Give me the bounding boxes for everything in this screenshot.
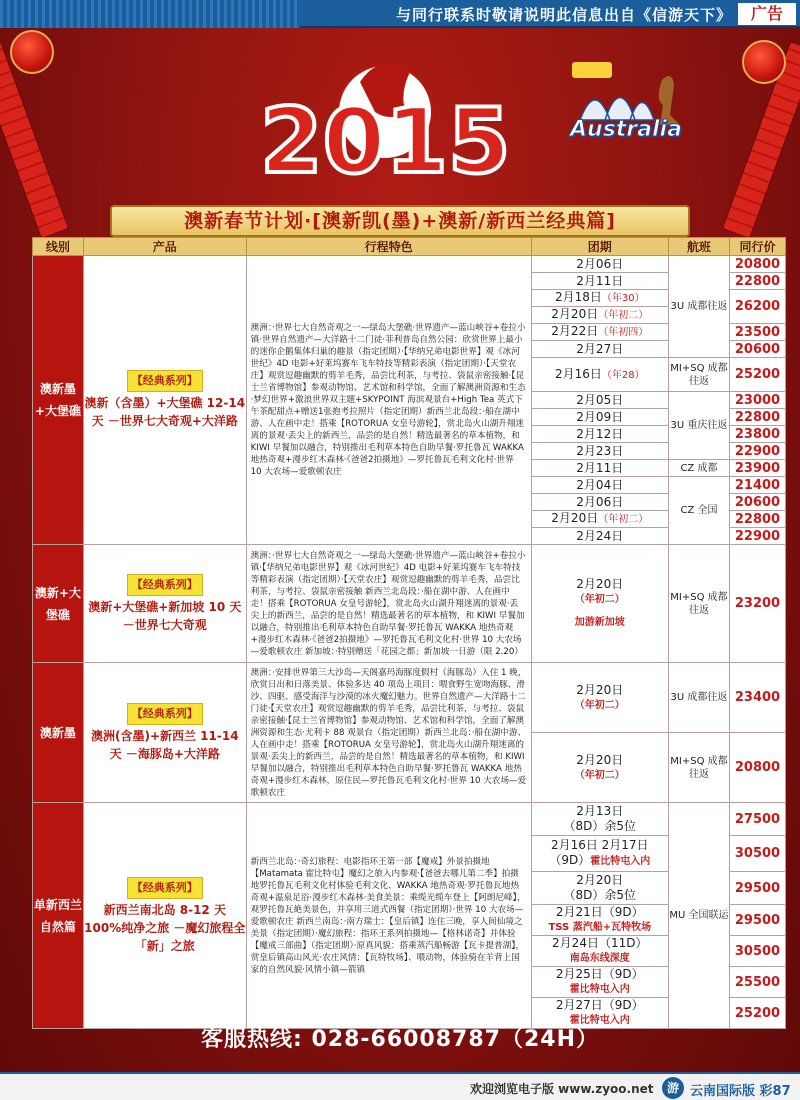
price-cell: 20800 [729,256,785,273]
product-name: 澳新（含墨）+大堡礁 12-14 天 －世界七大奇观+大洋路 [84,396,246,428]
price-cell: 23400 [729,663,785,733]
product-cell [83,545,246,663]
price-cell: 30500 [729,936,785,967]
footer-page-label: 云南国际版 彩87 [690,1084,791,1099]
table-row [33,663,786,733]
line-label: 澳新墨+大堡礁 [33,256,84,545]
flight-cell: MI+SQ 成都往返 [668,358,729,392]
date-cell: 2月27日 [531,341,668,358]
col-header-product: 产品 [83,238,246,256]
flight-cell: 3U 重庆往返 [668,392,729,460]
top-header-bar [0,0,800,28]
date-cell: 2月20日 （8D）余5位 [531,872,668,905]
features-cell: 澳洲：·世界七大自然奇观之一—绿岛大堡礁·世界遗产—蓝山峡谷+卷拉小镇·【华纳兄弟电影世界】观《冰河世纪》4D 电影+好莱坞赛车飞车特技等精彩表演（指定团期）·【天堂农庄】观赏逗趣幽默的剪羊毛秀，品尝比利茶，与考拉、袋鼠亲密接触 新西兰北岛段：·船在湖中游、人在画中走！搭乘【ROTORUA 女皇号游轮】，赏北岛火山湖升翔迷离的景观·丢尖上的新西兰，品尝的是自然！精选最著名的草本植物，和 KIWI 早餐加以融合，特别推出毛利草本特色自助早餐·罗托鲁瓦 WAKKA 地热奇观+漫步红木森林·《爸爸2拍摄地》—罗托鲁瓦毛利文化村·世界 10 大农场—爱歌顿农庄 新加坡：·特别赠送「花园之都」新加坡一日游（限 2.20） [246,545,531,663]
series-badge: 【经典系列】 [127,574,203,596]
col-header-price: 同行价 [729,238,785,256]
flight-cell: MU 全国联运 [668,803,729,1029]
year-text: 2015 [260,89,511,192]
header-notice: 与同行联系时敬请说明此信息出自《信游天下》 [395,6,732,24]
ad-label: 广告 [738,3,796,25]
price-cell: 21400 [729,477,785,494]
lantern-right-icon [742,40,786,84]
date-cell: 2月11日 [531,460,668,477]
date-cell: 2月13日 （8D）余5位 [531,803,668,836]
date-cell: 2月16日 2月17日 （9D）霍比特屯入内 [531,836,668,872]
table-row [33,803,786,836]
line-label: 澳新墨 [33,663,84,803]
product-name: 新西兰南北岛 8-12 天 100%纯净之旅 －魔幻旅程全「新」之旅 [84,902,246,953]
product-name: 澳新+大堡礁+新加坡 10 天 －世界七大奇观 [88,599,242,632]
col-header-flight: 航班 [668,238,729,256]
product-cell [83,663,246,803]
flight-cell: MI+SQ 成都往返 [668,545,729,663]
product-name: 澳洲(含墨)+新西兰 11-14 天 －海豚岛+大洋路 [90,728,239,761]
price-cell: 29500 [729,872,785,905]
table-row [33,256,786,273]
flight-cell: CZ 全国 [668,477,729,545]
flight-cell: 3U 成都往返 [668,256,729,358]
flight-cell: MI+SQ 成都往返 [668,733,729,803]
series-badge: 【经典系列】 [127,877,203,899]
series-badge: 【经典系列】 [127,370,203,392]
features-cell: 澳洲：·世界七大自然奇观之一—绿岛大堡礁·世界遗产—蓝山峡谷+卷拉小镇·世界自然遗产—大洋路十二门徒·菲利普岛自然公园：欣赏世界上最小的迷你企鹅集体归巢的趣景（指定团期）·【华纳兄弟电影世界】观《冰河世纪》4D 电影+好莱坞赛车飞车特技等精彩表演（指定团期）·【天堂农庄】观赏逗趣幽默的剪羊毛秀，品尝比利茶，与考拉、袋鼠亲密接触·【昆士兰省博物馆】参观动物馆、艺术馆和科学馆，全面了解澳洲资源和生态·梦幻世界+激浪世界双主题+SKYPOINT 海滨观景台+High Tea 英式下午茶配甜点+赠送1张抱考拉照片（指定团期）新西兰北岛段：·船在湖中游、人在画中走！搭乘【ROTORUA 女皇号游轮】，赏北岛火山湖升翔迷离的景观·丢尖上的新西兰，品尝的是自然！精选最著名的草本植物，和 KIWI 早餐加以融合，特别推出毛利草本特色自助早餐·罗托鲁瓦 WAKKA 地热奇观+漫步红木森林·《爸爸2拍摄地》—罗托鲁瓦毛利文化村·世界 10 大农场—爱歌顿农庄 [246,256,531,545]
price-cell: 23800 [729,426,785,443]
product-cell [83,803,246,1029]
flight-cell: 3U 成都往返 [668,663,729,733]
price-cell: 27500 [729,803,785,836]
date-cell: 2月21日（9D） TSS 蒸汽船+瓦特牧场 [531,905,668,936]
date-cell: 2月23日 [531,443,668,460]
price-cell: 30500 [729,836,785,872]
price-cell: 25200 [729,998,785,1029]
flight-cell: CZ 成都 [668,460,729,477]
series-badge: 【经典系列】 [127,703,203,725]
header-stripes [0,0,300,28]
customer-hotline: 客服热线: 028-66008787（24H） [201,1027,599,1052]
price-cell: 26200 [729,290,785,324]
price-cell: 22900 [729,443,785,460]
table-header-row [33,238,786,256]
price-cell: 22800 [729,409,785,426]
date-cell: 2月09日 [531,409,668,426]
features-cell: 新西兰北岛：·奇幻旅程：电影指环王第一部【魔戒】外景拍摄地【Matamata 霍比特屯】魔幻之旅入内参观·【爸爸去哪儿第二季】拍摄地罗托鲁瓦毛利文化村体验毛利文化、WAKKA 地热奇观·罗托鲁瓦地热奇观+温泉足浴·漫步红木森林·美食美景：乘缆光缆车登上【阿朗尼峰】，观罗托鲁瓦絶美景色，并享用三道式西餐（指定团期）·世界 10 大农场—爱歌顿农庄 新西兰南岛：·南方瑞士：【皇后镇】连住三晚，享人间仙境之美景（指定团期）·魔幻旅程：指环王系列拍摄地—【格林诺奇】并体验【魔戒三部曲】（指定团期）·原真风貌：搭乘蒸汽船畅游【瓦卡提普湖】，赏皇后镇高山风光·农庄风情：【瓦特牧场】、喂动物，体验骑在羊背上国家的自然风貌·风情小镇—箭镇 [246,803,531,1029]
price-cell: 23200 [729,545,785,663]
date-cell: 2月20日（年初二） [531,511,668,528]
year-2015-logo [250,52,530,192]
date-cell: 2月20日 （年初二） 加游新加坡 [531,545,668,663]
footer-website[interactable]: 欢迎浏览电子版 www.zyoo.net [470,1082,654,1096]
date-cell: 2月05日 [531,392,668,409]
price-cell: 25500 [729,967,785,998]
date-cell: 2月18日（年30） [531,290,668,307]
line-label: 澳新+大堡礁 [33,545,84,663]
col-header-features: 行程特色 [246,238,531,256]
price-cell: 23000 [729,392,785,409]
date-cell: 2月24日（11D） 南岛东线深度 [531,936,668,967]
date-cell: 2月06日 [531,256,668,273]
price-cell: 22800 [729,273,785,290]
price-cell: 23500 [729,324,785,341]
date-cell: 2月06日 [531,494,668,511]
bottom-footer-bar [0,1072,800,1100]
date-cell: 2月25日（9D） 霍比特屯入内 [531,967,668,998]
lantern-left-icon [10,30,54,74]
date-cell: 2月22日（年初四） [531,324,668,341]
features-cell: 澳洲：·安排世界第三大沙岛—天阁嘉玛海豚度假村（海豚岛）入住 1 晚，欣赏日出和日落美景、体验多达 40 项岛上项目：喂食野生宽吻海豚、滑沙、四驱、感受海洋与沙漠的冰火魔幻魅力。世界自然遗产—大洋路十二门徒·【天堂农庄】观赏逗趣幽默的剪羊毛秀，品尝比利茶，与考拉、袋鼠亲密接触·【昆士兰省博物馆】参观动物馆、艺术馆和科学馆，全面了解澳洲资源和生态·尤利卡 88 观景台（指定团期）新西兰北岛：·船在湖中游、人在画中走！搭乘【ROTORUA 女皇号游轮】，赏北岛火山湖升翔迷离的景观·丢尖上的新西兰，品尝的是自然！精选最著名的草本植物，和 KIWI 早餐加以融合，特别推出毛利草本特色自助早餐·罗托鲁瓦 WAKKA 地热奇观+漫步红木森林，原住民—罗托鲁瓦毛利文化村·世界 10 大农场—爱歌顿农庄 [246,663,531,803]
australia-logo [570,60,690,150]
price-cell: 22900 [729,528,785,545]
date-cell: 2月11日 [531,273,668,290]
date-cell: 2月12日 [531,426,668,443]
date-cell: 2月27日（9D） 霍比特屯入内 [531,998,668,1029]
col-header-line: 线别 [33,238,84,256]
price-cell: 20800 [729,733,785,803]
price-cell: 23900 [729,460,785,477]
itinerary-table [32,237,786,1029]
price-cell: 20600 [729,494,785,511]
line-label: 单新西兰自然篇 [33,803,84,1029]
table-row [33,545,786,663]
date-cell: 2月24日 [531,528,668,545]
price-cell: 29500 [729,905,785,936]
price-cell: 22800 [729,511,785,528]
date-cell: 2月20日 （年初二） [531,733,668,803]
australia-text: Australia [570,117,682,142]
brand-logo-icon: 游 [662,1077,684,1099]
product-cell [83,256,246,545]
date-cell: 2月20日 （年初二） [531,663,668,733]
col-header-dates: 团期 [531,238,668,256]
date-cell: 2月20日（年初二） [531,307,668,324]
price-cell: 25200 [729,358,785,392]
date-cell: 2月16日（年28） [531,358,668,392]
page-title-banner: 澳新春节计划·[澳新凯(墨)+澳新/新西兰经典篇] [110,205,690,237]
date-cell: 2月04日 [531,477,668,494]
price-cell: 20600 [729,341,785,358]
